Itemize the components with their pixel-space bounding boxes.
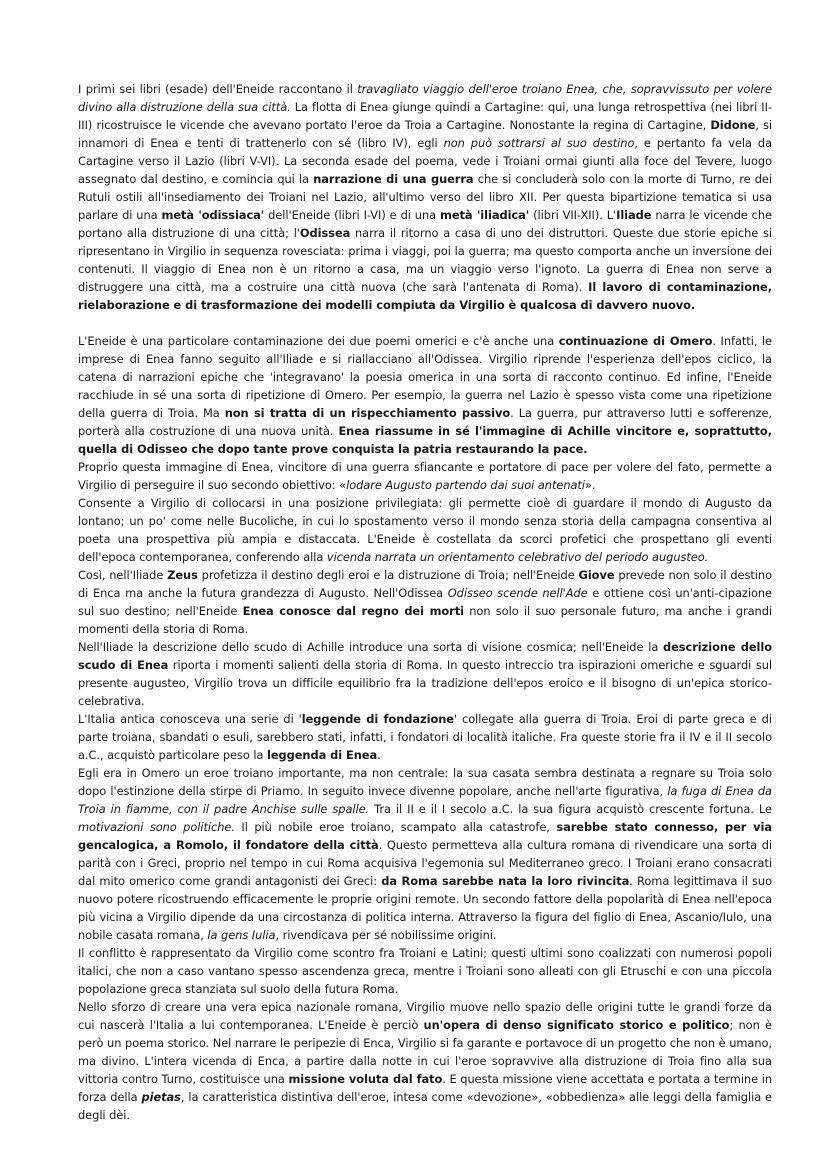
italic-text: la fuga di Enea da Troia in fiamme, con il padre Anchise sulle spalle. xyxy=(78,784,772,816)
paragraph xyxy=(78,944,772,998)
text-run: Tra il II e il I secolo a.C. la sua figura acquistò crescente fortuna. Le xyxy=(369,802,772,816)
text-run: ' collegate alla guerra di Troia. Eroi di parte greca e di parte troiana, sbandati o esuli, sarebbero stati, infatti, i fondatori di località italiche. Fra queste storie fra il IV e il II secolo a.C., acquistò particolare peso la xyxy=(78,712,772,762)
bold-italic-text: pietas xyxy=(141,1090,181,1104)
text-run: Nello sforzo di creare una vera epica nazionale romana, Virgilio muove nello spazio delle origini tutte le grandi forze da cui nascerà l'Italia a lui contemporanea. L'Eneide è perciò xyxy=(78,1000,772,1032)
text-run: e ottiene così un'anti-cipazione sul suo destino; nell'Eneide xyxy=(78,586,772,618)
text-run: L'Eneide è una particolare contaminazione dei due poemi omerici e c'è anche una xyxy=(78,334,559,348)
italic-text: travagliato viaggio dell'eroe troiano Enea, che, sopravvissuto per volere divino alla distruzione della sua città. xyxy=(78,82,772,114)
bold-text: Enea conosce dal regno dei morti xyxy=(242,604,464,618)
text-run: Consente a Virgilio di collocarsi in una posizione privilegiata: gli permette cioè di guardare il mondo di Augusto da lontano; un po' come nelle Bucoliche, in cui lo spostamento verso il mondo senza storia della campagna consentiva al poeta una prospettiva più ampia e distaccata. L'Eneide è costellata da scorci profetici che prospettano gli eventi dell'epoca contemporanea, conferendo alla xyxy=(78,496,772,564)
bold-text: Enea riassume in sé l'immagine di Achille vincitore e, soprattutto, quella di Odisseo che dopo tante prove conquista la patria restaurando la pace. xyxy=(78,424,772,456)
document-body xyxy=(78,80,772,1124)
paragraph xyxy=(78,638,772,710)
italic-text: non può sottrarsi al suo destino xyxy=(443,136,635,150)
text-run: (libri VII-XII). L' xyxy=(529,208,617,222)
text-run: Nell'Iliade la descrizione dello scudo di Achille introduce una sorta di visione cosmica; nell'Eneide la xyxy=(78,640,664,654)
text-run: . Questo permetteva alla cultura romana di rivendicare una sorta di parità con i Greci, proprio nel tempo in cui Roma acquisiva l'egemonia sul Mediterraneo greco. I Troiani erano consacrati dal mito omerico come grandi antagonisti dei Greci: xyxy=(78,838,773,888)
bold-text: un'opera di denso significato storico e politico xyxy=(423,1018,730,1032)
text-run: Proprio questa immagine di Enea, vincitore di una guerra sfiancante e portatore di pace per volere del fato, permette a Virgilio di perseguire il suo secondo obiettivo: « xyxy=(78,460,772,492)
text-run: che si concluderà solo con la morte di Turno, re dei Rutuli ostili all'insediamento dei Troiani nel Lazio, all'ultimo verso del libro XII. Per questa bipartizione tematica si usa parlare di una xyxy=(78,172,772,222)
text-run: non solo il suo personale futuro, ma anche i grandi momenti della storia di Roma. xyxy=(78,604,772,636)
paragraph xyxy=(78,332,772,458)
text-run: , rivendicava per sé nobilissime origini. xyxy=(275,928,497,942)
text-run: , si innamori di Enea e tenti di trattenerlo con sé (libro IV), egli xyxy=(78,118,772,150)
bold-text: Giove xyxy=(578,568,615,582)
paragraph xyxy=(78,458,772,494)
bold-text: Il lavoro di contaminazione, rielaborazione e di trasformazione dei modelli compiuta da Virgilio è qualcosa di davvero nuovo. xyxy=(78,280,772,312)
paragraph xyxy=(78,710,772,764)
text-run: . xyxy=(377,748,381,762)
bold-text: Iliade xyxy=(616,208,652,222)
text-run: , la caratteristica distintiva dell'eroe, intesa come «devozione», «obbedienza» alle leggi della famiglia e degli dèi. xyxy=(78,1090,772,1122)
bold-text: Didone xyxy=(710,118,756,132)
bold-text: sarebbe stato connesso, per via gencalogica, a Romolo, il fondatore della città xyxy=(78,820,773,852)
bold-text: metà 'iliadica' xyxy=(440,208,530,222)
bold-text: descrizione dello scudo di Enea xyxy=(78,640,772,672)
italic-text: vicenda narrata un orientamento celebrativo del periodo augusteo. xyxy=(326,550,709,564)
text-run: Il più nobile eroe troiano, scampato alla catastrofe, xyxy=(234,820,557,834)
paragraph xyxy=(78,80,772,314)
bold-text: Odissea xyxy=(299,226,351,240)
bold-text: Zeus xyxy=(167,568,198,582)
text-run: Egli era in Omero un eroe troiano importante, ma non centrale: la sua casata sembra destinata a regnare su Troia solo dopo l'estinzione della stirpe di Priamo. In seguito invece divenne popolare, anche nell'arte figurativa, xyxy=(78,766,772,798)
italic-text: la gens Iulia xyxy=(207,928,276,942)
italic-text: lodare Augusto partendo dai suoi antenati xyxy=(346,478,585,492)
text-run: . E questa missione viene accettata e portata a termine in forza della xyxy=(78,1072,772,1104)
text-run: Il conflitto è rappresentato da Virgilio come scontro fra Troiani e Latini; questi ultimi sono coalizzati con numerosi popoli italici, che non a caso vantano spesso ascendenza greca, mentre i Troiani sono alleati con gli Etruschi e con una piccola popolazione greca stanziata sul suolo della futura Roma. xyxy=(78,946,772,996)
bold-text: non si tratta di un rispecchiamento passivo xyxy=(224,406,511,420)
paragraph xyxy=(78,764,772,944)
paragraph xyxy=(78,566,772,638)
text-run: . Infatti, le imprese di Enea fanno seguito all'Iliade e si riallacciano all'Odissea. Virgilio riprende l'esperienza dell'epos ciclico, la catena di narrazioni epiche che 'integravano' la poesia omerica in una sorta di racconto continuo. Ed infine, l'Eneide racchiude in sé una sorta di ripetizione di Omero. Per esempio, la guerra nel Lazio è spesso vista come una ripetizione della guerra di Troia. Ma xyxy=(78,334,773,420)
text-run: narra le vicende che portano alla distruzione di una città; l' xyxy=(78,208,773,240)
bold-text: missione voluta dal fato xyxy=(288,1072,443,1086)
text-run: prevede non solo il destino di Enca ma anche la futura grandezza di Augusto. Nell'Odissea xyxy=(78,568,772,600)
text-run: La flotta di Enea giunge quindi a Cartagine: qui, una lunga retrospettiva (nei libri II-III) ricostruisce le vicende che avevano portato l'eroe da Troia a Cartagine. Nonostante la regina di Cartagine, xyxy=(78,100,772,132)
text-run: ». xyxy=(584,478,596,492)
bold-text: metà 'odissiaca' xyxy=(161,208,265,222)
italic-text: Odisseo scende nell'Ade xyxy=(447,586,588,600)
bold-text: continuazione di Omero xyxy=(558,334,713,348)
text-run: dell'Eneide (libri I-VI) e di una xyxy=(264,208,441,222)
text-run: L'Italia antica conosceva una serie di ' xyxy=(78,712,302,726)
paragraph xyxy=(78,998,772,1124)
bold-text: da Roma sarebbe nata la loro rivincita xyxy=(381,874,630,888)
text-run: riporta i momenti salienti della storia di Roma. In questo intreccio tra ispirazioni omeriche e sguardi sul presente augusteo, Virgilio trova un difficile equilibrio fra la tradizione dell'epos eroico e il bisogno di un'epica storico-celebrativa. xyxy=(78,658,772,708)
text-run: I primi sei libri (esade) dell'Eneide raccontano il xyxy=(78,82,358,96)
text-run: profetizza il destino degli eroi e la distruzione di Troia; nell'Eneide xyxy=(197,568,579,582)
italic-text: motivazioni sono politiche. xyxy=(78,820,235,834)
paragraph xyxy=(78,494,772,566)
bold-text: leggenda di Enea xyxy=(267,748,378,762)
text-run: . La guerra, pur attraverso lutti e sofferenze, porterà alla costruzione di una nuova unità. xyxy=(78,406,772,438)
text-run: Così, nell'Iliade xyxy=(78,568,168,582)
bold-text: leggende di fondazione xyxy=(301,712,454,726)
bold-text: narrazione di una guerra xyxy=(313,172,474,186)
text-run: , e pertanto fa vela da Cartagine verso il Lazio (libri V-VI). La seconda esade del poema, vede i Troiani ormai giunti alla foce del Tevere, luogo assegnato dal destino, e comincia qui la xyxy=(78,136,773,186)
text-run: . Roma legittimava il suo nuovo potere ricostruendo efficacemente le proprie origini remote. Un secondo fattore della popolarità di Enea nell'epoca più vicina a Virgilio dipende da una circostanza di politica interna. Attraverso la figura del figlio di Enea, Ascanio/Iulo, una nobile casata romana, xyxy=(78,874,772,942)
text-run: narra il ritorno a casa di uno dei distruttori. Queste due storie epiche si ripresentano in Virgilio in sequenza rovesciata: prima i viaggi, poi la guerra; ma questo comporta anche un inversione dei contenuti. Il viaggio di Enea non è un ritorno a casa, ma un viaggio verso l'ignoto. La guerra di Enea non serve a distruggere una città, ma a costruire una città nuova (che sarà l'antenata di Roma). xyxy=(78,226,772,294)
text-run: ; non è però un poema storico. Nel narrare le peripezie di Enca, Virgilio si fa garante e portavoce di un progetto che non è umano, ma divino. L'intera vicenda di Enca, a partire dalla notte in cui l'eroe sopravvive alla distruzione di Troia fino alla sua vittoria contro Turno, costituisce una xyxy=(78,1018,772,1086)
